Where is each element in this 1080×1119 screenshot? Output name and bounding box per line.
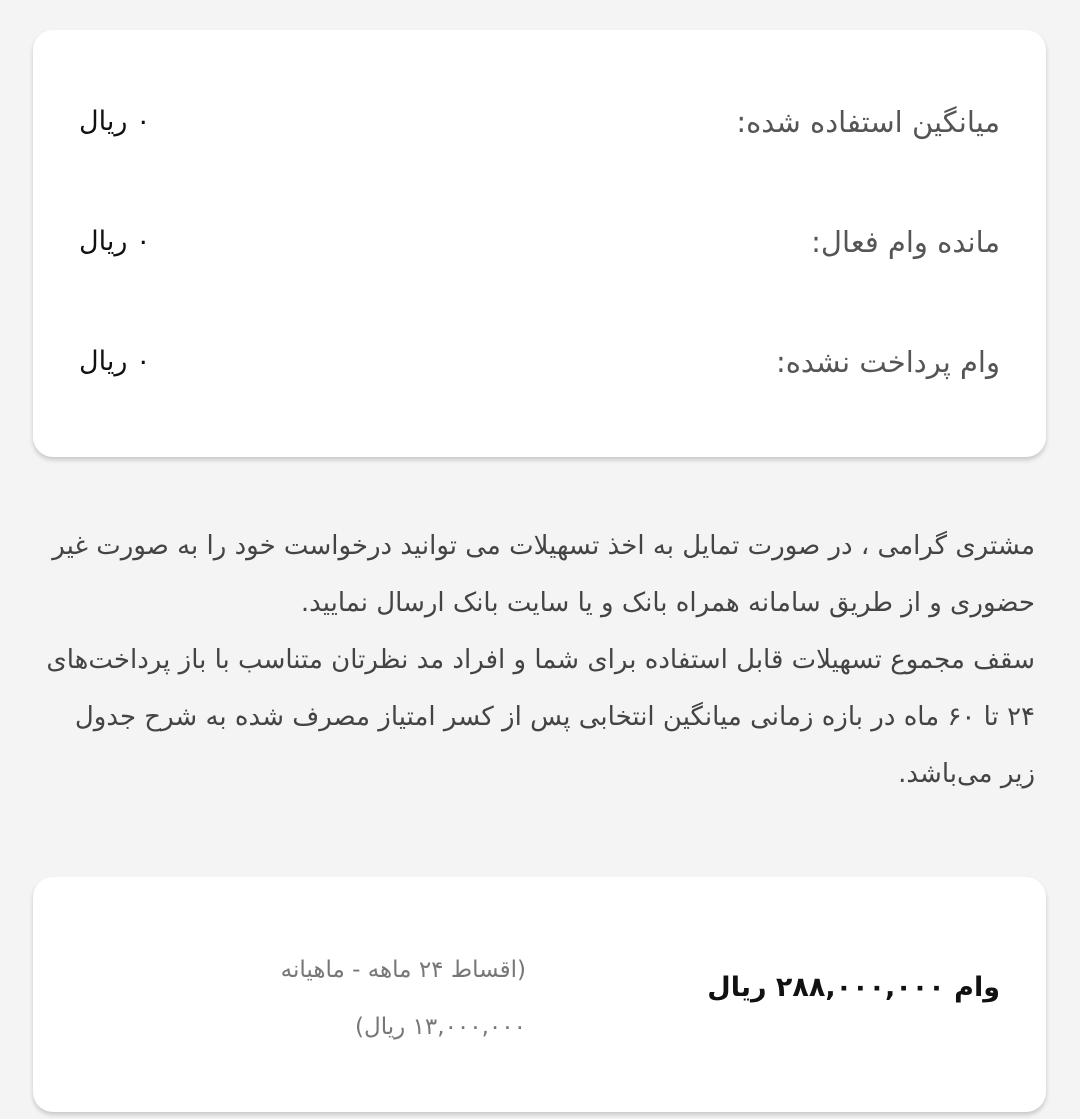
average-used-value: ۰ ریال <box>79 106 151 137</box>
average-used-row <box>33 92 1046 152</box>
loan-option-card[interactable] <box>33 877 1046 1112</box>
unpaid-loan-value: ۰ ریال <box>79 346 151 377</box>
active-loan-balance-row <box>33 212 1046 272</box>
active-loan-balance-label: مانده وام فعال: <box>811 225 1000 259</box>
unpaid-loan-row <box>33 332 1046 392</box>
unpaid-loan-label: وام پرداخت نشده: <box>775 345 1000 379</box>
notice-text <box>35 518 1035 803</box>
active-loan-balance-value: ۰ ریال <box>79 226 151 257</box>
summary-card <box>33 30 1046 457</box>
loan-amount: وام ۲۸۸,۰۰۰,۰۰۰ ریال <box>707 972 1000 1003</box>
loan-installments: (اقساط ۲۴ ماهه - ماهیانه ۱۳,۰۰۰,۰۰۰ ریال) <box>280 957 526 1040</box>
average-used-label: میانگین استفاده شده: <box>736 105 1000 139</box>
notice-paragraph-2: سقف مجموع تسهیلات قابل استفاده برای شما و افراد مد نظرتان متناسب با باز پرداخت‌های ۲۴ تا ۶۰ ماه در بازه زمانی میانگین انتخابی پس از کسر امتیاز مصرف شده به شرح جدول زیر می‌باشد. <box>46 645 1035 789</box>
notice-paragraph-1: مشتری گرامی ، در صورت تمایل به اخذ تسهیلات می توانید درخواست خود را به صورت غیر حضوری و از طریق سامانه همراه بانک و یا سایت بانک ارسال نمایید. <box>52 531 1035 618</box>
